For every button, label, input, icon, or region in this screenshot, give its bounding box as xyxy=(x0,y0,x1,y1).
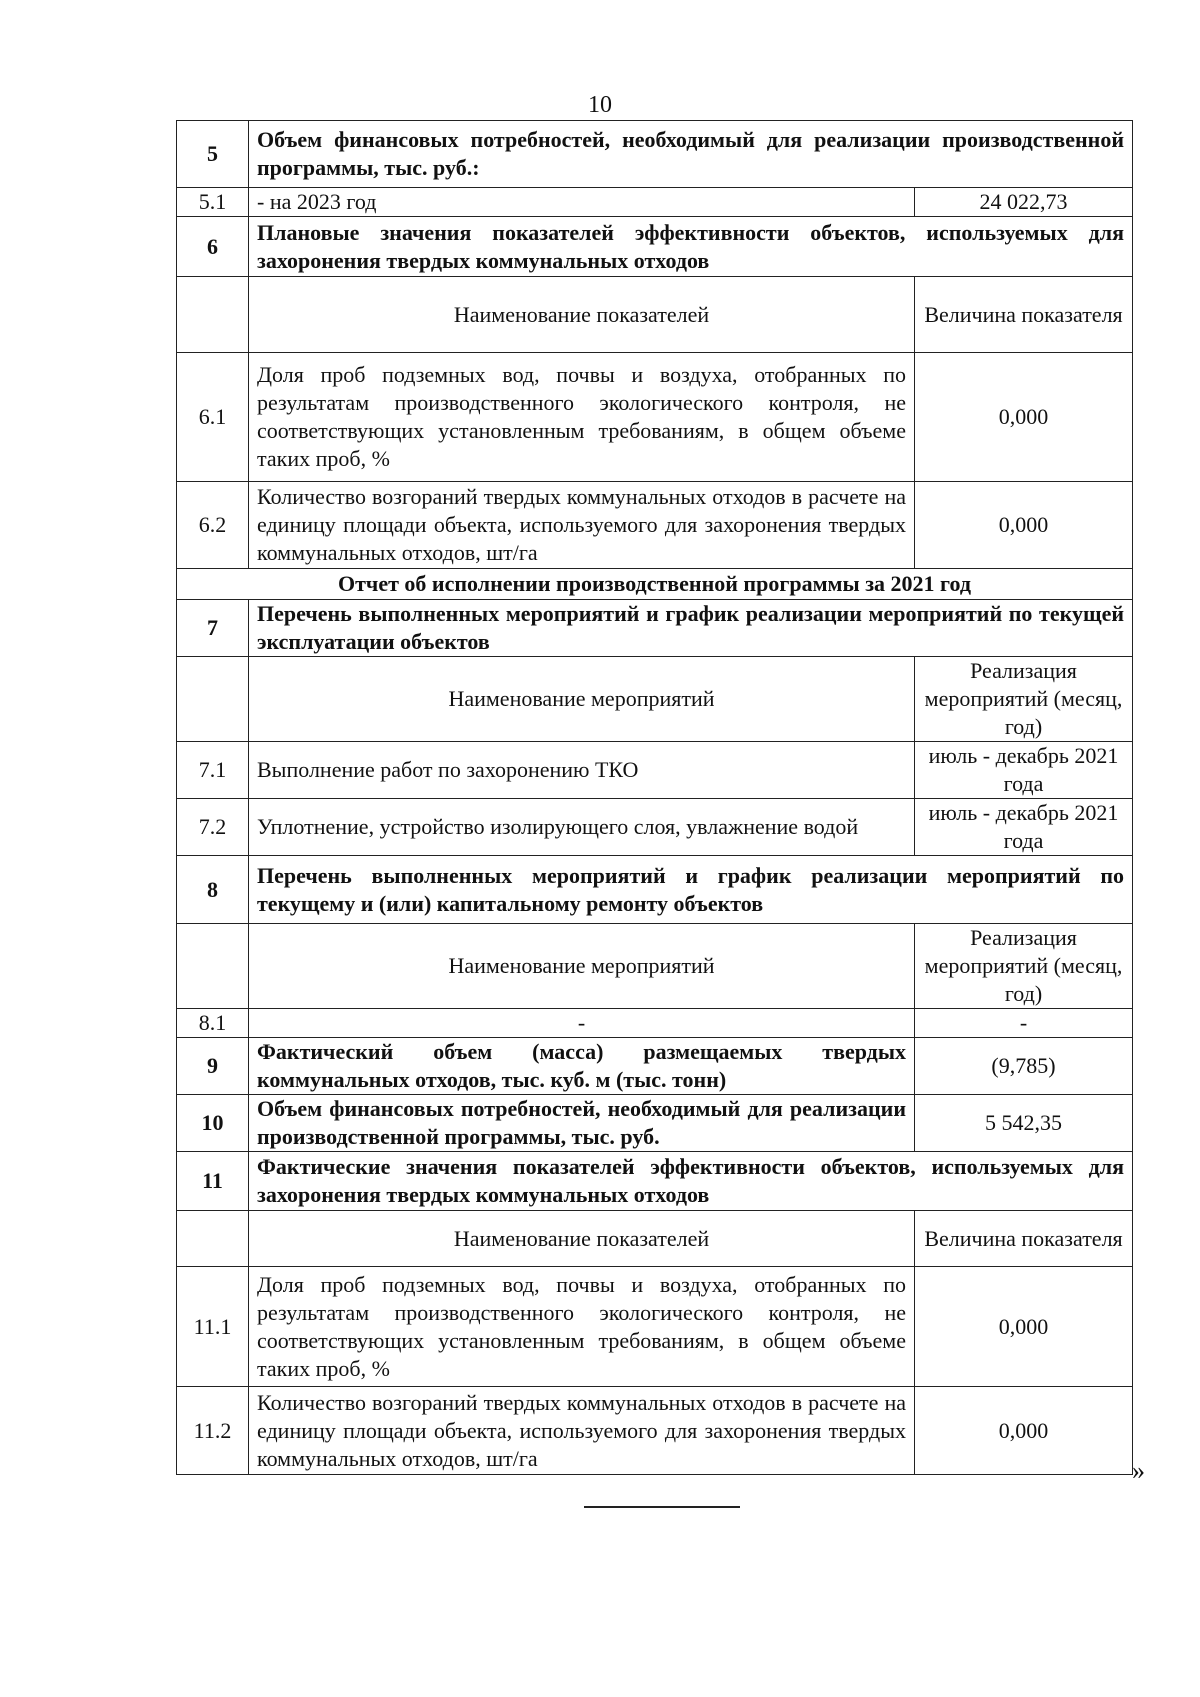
table-row xyxy=(177,1267,1133,1387)
section-title: Плановые значения показателей эффективности объектов, используемых для захоронения твердых коммунальных отходов xyxy=(249,217,1133,277)
empty-cell xyxy=(177,277,249,353)
column-header-value: Реализация мероприятий (месяц, год) xyxy=(915,924,1133,1009)
table-row xyxy=(177,742,1133,799)
row-value: (9,785) xyxy=(915,1038,1133,1095)
end-divider-line xyxy=(584,1506,740,1508)
section-row-6 xyxy=(177,217,1133,277)
report-title: Отчет об исполнении производственной программы за 2021 год xyxy=(177,569,1133,600)
report-title-row xyxy=(177,569,1133,600)
row-number: 11.2 xyxy=(177,1387,249,1475)
column-header-name: Наименование показателей xyxy=(249,1211,915,1267)
row-value: 0,000 xyxy=(915,1267,1133,1387)
row-text: Количество возгораний твердых коммунальных отходов в расчете на единицу площади объекта, используемого для захоронения твердых коммунальных отходов, шт/га xyxy=(249,482,915,569)
row-number: 7.1 xyxy=(177,742,249,799)
row-number: 8.1 xyxy=(177,1009,249,1038)
row-value: 0,000 xyxy=(915,353,1133,482)
section-title: Перечень выполненных мероприятий и график реализации мероприятий по текущей эксплуатации объектов xyxy=(249,600,1133,657)
row-number: 6.2 xyxy=(177,482,249,569)
header-row xyxy=(177,657,1133,742)
column-header-name: Наименование показателей xyxy=(249,277,915,353)
row-text: Количество возгораний твердых коммунальных отходов в расчете на единицу площади объекта, используемого для захоронения твердых коммунальных отходов, шт/га xyxy=(249,1387,915,1475)
production-program-table xyxy=(176,120,1133,1475)
section-row-7 xyxy=(177,600,1133,657)
table-row xyxy=(177,1095,1133,1152)
row-number: 11 xyxy=(177,1152,249,1211)
row-number: 6 xyxy=(177,217,249,277)
row-text: - xyxy=(249,1009,915,1038)
row-text: Доля проб подземных вод, почвы и воздуха, отобранных по результатам производственного экологического контроля, не соответствующих установленным требованиям, в общем объеме таких проб, % xyxy=(249,1267,915,1387)
header-row xyxy=(177,277,1133,353)
header-row xyxy=(177,1211,1133,1267)
column-header-value: Величина показателя xyxy=(915,1211,1133,1267)
row-value: 5 542,35 xyxy=(915,1095,1133,1152)
section-row-8 xyxy=(177,856,1133,924)
section-title: Перечень выполненных мероприятий и график реализации мероприятий по текущему и (или) капитальному ремонту объектов xyxy=(249,856,1133,924)
section-row-5 xyxy=(177,121,1133,188)
table-row xyxy=(177,1038,1133,1095)
table-row xyxy=(177,188,1133,217)
row-value: 24 022,73 xyxy=(915,188,1133,217)
section-row-11 xyxy=(177,1152,1133,1211)
row-text: Доля проб подземных вод, почвы и воздуха, отобранных по результатам производственного экологического контроля, не соответствующих установленным требованиям, в общем объеме таких проб, % xyxy=(249,353,915,482)
row-value: июль - декабрь 2021 года xyxy=(915,742,1133,799)
row-number: 10 xyxy=(177,1095,249,1152)
row-number: 6.1 xyxy=(177,353,249,482)
row-text: Фактический объем (масса) размещаемых твердых коммунальных отходов, тыс. куб. м (тыс. тонн) xyxy=(249,1038,915,1095)
row-text: Уплотнение, устройство изолирующего слоя, увлажнение водой xyxy=(249,799,915,856)
row-text: - на 2023 год xyxy=(249,188,915,217)
row-number: 9 xyxy=(177,1038,249,1095)
column-header-value: Реализация мероприятий (месяц, год) xyxy=(915,657,1133,742)
empty-cell xyxy=(177,924,249,1009)
table-row xyxy=(177,799,1133,856)
table-row xyxy=(177,1009,1133,1038)
empty-cell xyxy=(177,1211,249,1267)
row-value: 0,000 xyxy=(915,1387,1133,1475)
table-row xyxy=(177,353,1133,482)
page-number: 10 xyxy=(588,92,612,118)
empty-cell xyxy=(177,657,249,742)
row-number: 11.1 xyxy=(177,1267,249,1387)
column-header-name: Наименование мероприятий xyxy=(249,924,915,1009)
table-row xyxy=(177,482,1133,569)
row-value: июль - декабрь 2021 года xyxy=(915,799,1133,856)
row-number: 7 xyxy=(177,600,249,657)
row-number: 8 xyxy=(177,856,249,924)
row-number: 5 xyxy=(177,121,249,188)
row-text: Выполнение работ по захоронению ТКО xyxy=(249,742,915,799)
column-header-name: Наименование мероприятий xyxy=(249,657,915,742)
section-title: Объем финансовых потребностей, необходимый для реализации производственной программы, тыс. руб.: xyxy=(249,121,1133,188)
section-title: Фактические значения показателей эффективности объектов, используемых для захоронения твердых коммунальных отходов xyxy=(249,1152,1133,1211)
column-header-value: Величина показателя xyxy=(915,277,1133,353)
row-text: Объем финансовых потребностей, необходимый для реализации производственной программы, тыс. руб. xyxy=(249,1095,915,1152)
closing-quote-mark: » xyxy=(1132,1456,1145,1485)
row-number: 7.2 xyxy=(177,799,249,856)
header-row xyxy=(177,924,1133,1009)
row-value: 0,000 xyxy=(915,482,1133,569)
table-row xyxy=(177,1387,1133,1475)
row-number: 5.1 xyxy=(177,188,249,217)
row-value: - xyxy=(915,1009,1133,1038)
